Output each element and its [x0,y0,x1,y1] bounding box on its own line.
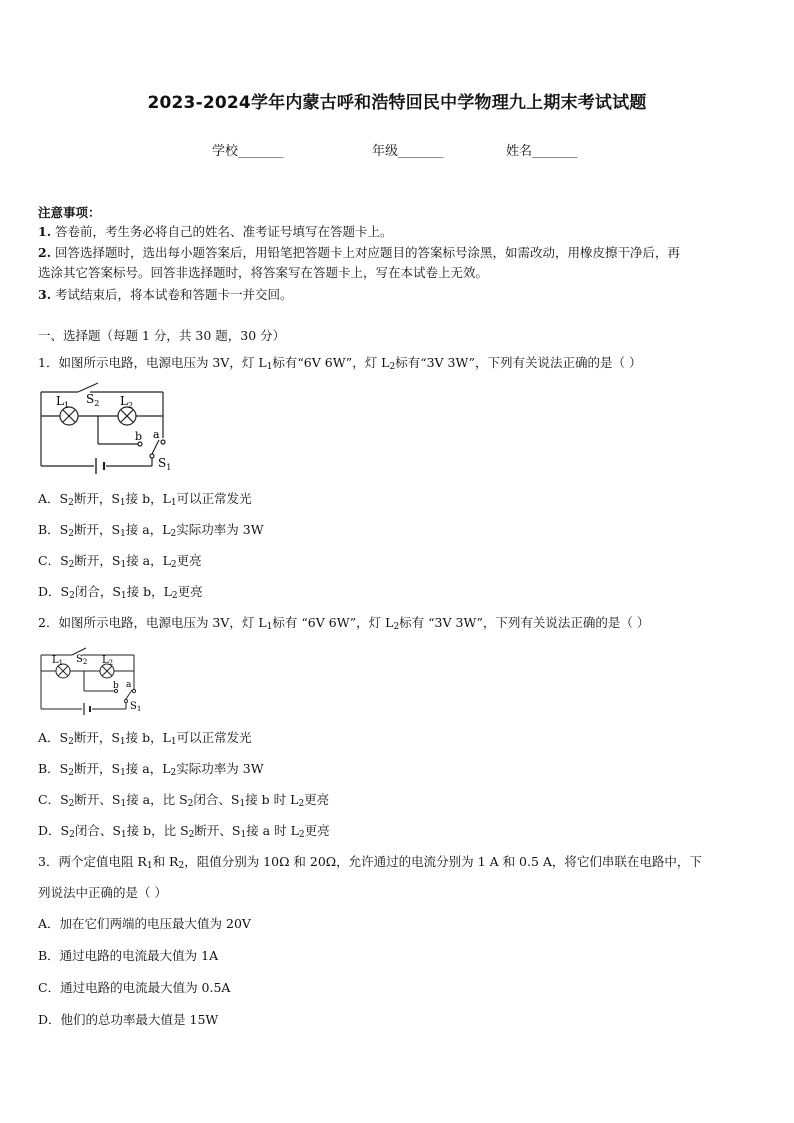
label-S2: $S_2$ [86,392,100,408]
circuit-diagram-2 [38,645,148,720]
q2-option-a: A．$S_2$断开，$S_1$接 b，$L_1$可以正常发光 [38,730,252,747]
name-field: 姓名_______ [506,144,578,159]
school-field: 学校_______ [212,144,284,159]
notice-item-1 [38,222,393,242]
section-heading: 一、选择题（每题 1 分，共 30 题，30 分） [38,328,286,343]
label-a: a [126,680,132,690]
notice-text: 回答选择题时，选出每小题答案后，用铅笔把答题卡上对应题目的答案标号涂黑，如需改动，用橡皮擦干净后，再 [55,245,681,260]
q1-option-b: B．$S_2$断开，$S_1$接 a，$L_2$实际功率为 3W [38,522,264,539]
notice-num: 2. [38,245,52,260]
q2-option-c: C．$S_2$断开、$S_1$接 a，比 $S_2$闭合、$S_1$接 b 时 $L_2$更亮 [38,792,330,809]
q2-option-d: D．$S_2$闭合、$S_1$接 b，比 $S_2$断开、$S_1$接 a 时 $L_2$更亮 [38,823,330,840]
circuit-diagram-1 [38,378,178,478]
label-L1: $L_1$ [56,394,70,410]
q1-option-a: A．$S_2$断开，$S_1$接 b，$L_1$可以正常发光 [38,491,252,508]
notice-num: 1. [38,224,52,239]
notice-text: 考试结束后，将本试卷和答题卡一并交回。 [55,287,293,302]
notice-text: 答卷前，考生务必将自己的姓名、准考证号填写在答题卡上。 [55,224,393,239]
label-b: b [135,430,143,443]
label-S1: $S_1$ [130,701,142,713]
question-3-cont: 列说法中正确的是（ ） [38,885,167,900]
q1-option-c: C．$S_2$断开，$S_1$接 a，$L_2$更亮 [38,553,202,570]
grade-field: 年级_______ [372,144,444,159]
label-S1: $S_1$ [158,456,172,472]
notice-item-3 [38,285,293,305]
label-b: b [113,681,119,691]
label-L2: $L_2$ [102,655,114,667]
question-3: 3．两个定值电阻 $R_1$和 $R_2$，阻值分别为 10Ω 和 20Ω，允许通过的电流分别为 1 A 和 0.5 A，将它们串联在电路中，下 [38,854,702,871]
label-L2: $L_2$ [120,394,134,410]
label-L1: $L_1$ [52,655,64,667]
notice-item-2-cont: 选涂其它答案标号。回答非选择题时，将答案写在答题卡上，写在本试卷上无效。 [38,265,489,280]
question-2: 2．如图所示电路，电源电压为 3V，灯 $L_1$标有 “6V 6W”，灯 $L_2$标有 “3V 3W”，下列有关说法正确的是（ ） [38,615,650,632]
label-a: a [153,428,160,441]
notice-heading: 注意事项： [38,205,101,220]
q3-option-c: C．通过电路的电流最大值为 0.5A [38,980,231,995]
q3-option-d: D．他们的总功率最大值是 15W [38,1012,219,1027]
q1-option-d: D．$S_2$闭合，$S_1$接 b，$L_2$更亮 [38,584,203,601]
question-1: 1．如图所示电路，电源电压为 3V，灯 $L_1$标有“6V 6W”，灯 $L_2$标有“3V 3W”，下列有关说法正确的是（ ） [38,355,642,372]
q3-option-a: A．加在它们两端的电压最大值为 20V [38,916,251,931]
notice-num: 3. [38,287,52,302]
label-S2: $S_2$ [76,654,88,666]
page-title: 2023-2024学年内蒙古呼和浩特回民中学物理九上期末考试试题 [147,93,647,113]
q3-option-b: B．通过电路的电流最大值为 1A [38,948,219,963]
notice-item-2 [38,243,680,263]
q2-option-b: B．$S_2$断开，$S_1$接 a，$L_2$实际功率为 3W [38,761,264,778]
